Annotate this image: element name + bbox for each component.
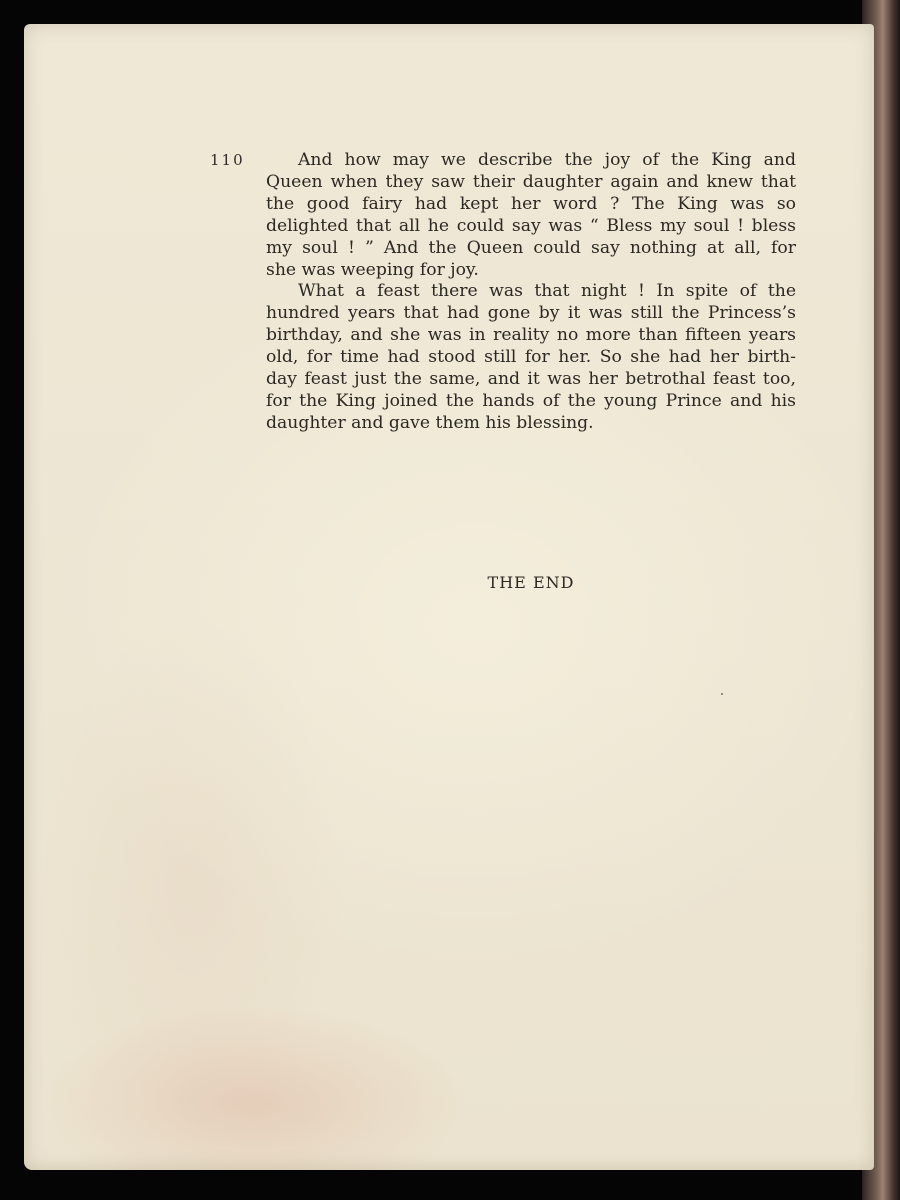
- text-line: the good fairy had kept her word ? The King was so: [266, 193, 796, 214]
- text-line: birthday, and she was in reality no more than fifteen years: [266, 325, 796, 346]
- text-line: old, for time had stood still for her. So she had her birth-: [266, 347, 796, 368]
- book-page: [24, 24, 874, 1170]
- text-line: for the King joined the hands of the young Prince and his: [266, 390, 796, 411]
- body-text: [266, 150, 796, 435]
- paragraph-1: [266, 150, 796, 281]
- text-line: daughter and gave them his blessing.: [266, 412, 594, 433]
- text-line: Queen when they saw their daughter again and knew that: [266, 171, 796, 192]
- text-line: And how may we describe the joy of the King and: [298, 150, 796, 170]
- text-line: day feast just the same, and it was her betrothal feast too,: [266, 369, 796, 390]
- text-line: delighted that all he could say was “ Bless my soul ! bless: [266, 215, 796, 236]
- closing-text: THE END: [487, 573, 575, 592]
- text-line: she was weeping for joy.: [266, 259, 479, 280]
- text-line: my soul ! ” And the Queen could say nothing at all, for: [266, 237, 796, 258]
- page-number: 110: [210, 151, 245, 169]
- paper-speck: [721, 693, 723, 695]
- paragraph-2: [266, 281, 796, 434]
- text-line: hundred years that had gone by it was still the Princess’s: [266, 303, 796, 324]
- text-line: What a feast there was that night ! In spite of the: [298, 281, 796, 302]
